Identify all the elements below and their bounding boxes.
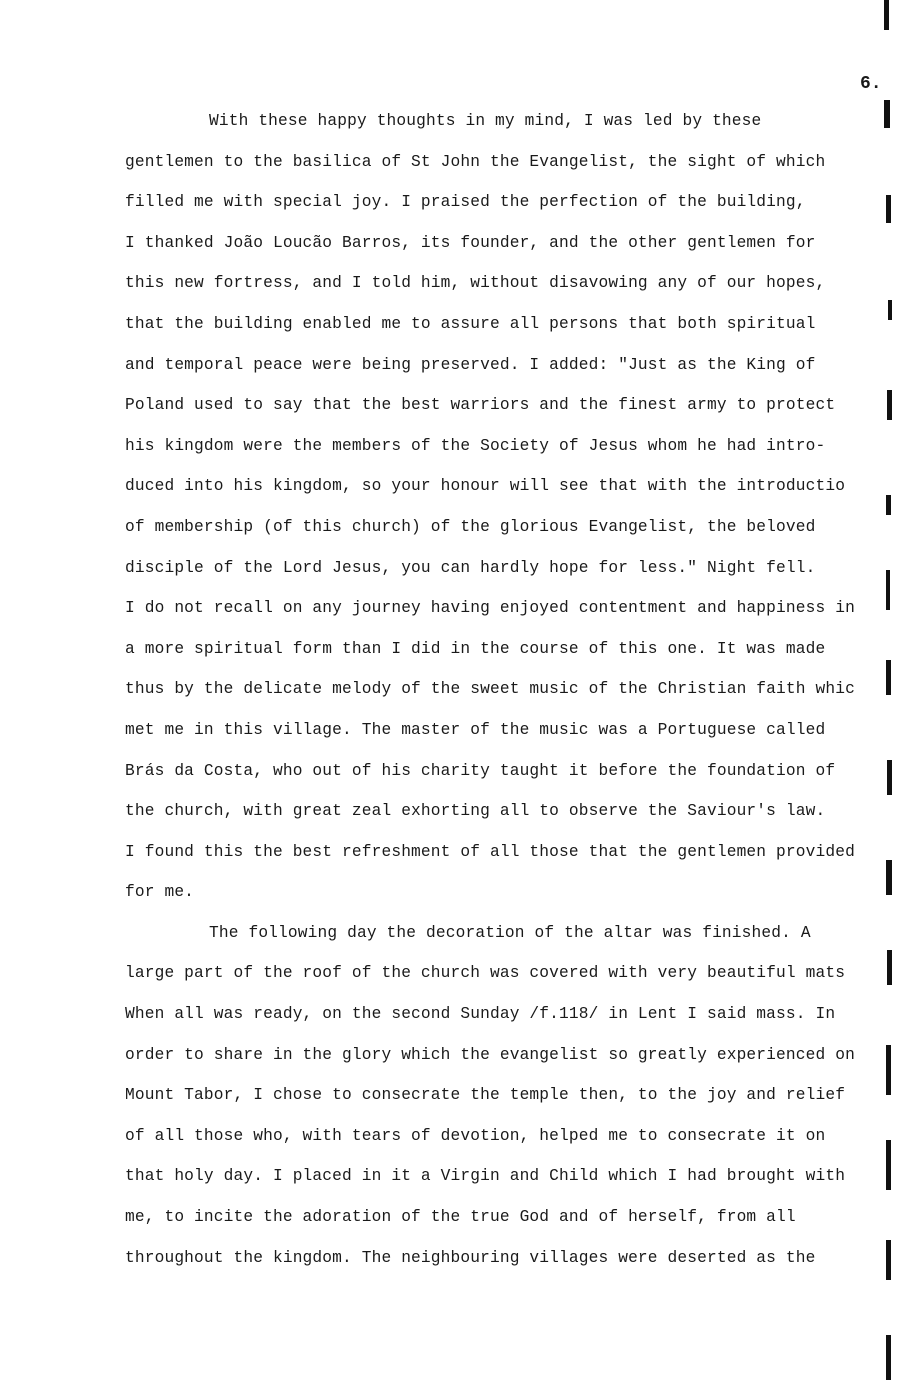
text-line: I thanked João Loucão Barros, its founder, and the other gentlemen for <box>125 233 816 252</box>
binding-mark <box>888 300 892 320</box>
text-line: thus by the delicate melody of the sweet music of the Christian faith whic <box>125 680 855 699</box>
text-line: I do not recall on any journey having enjoyed contentment and happiness in <box>125 599 855 618</box>
text-line: Poland used to say that the best warriors and the finest army to protect <box>125 396 836 415</box>
text-line: met me in this village. The master of the music was a Portuguese called <box>125 720 826 739</box>
text-line: Mount Tabor, I chose to consecrate the temple then, to the joy and relief <box>125 1086 846 1105</box>
text-line: me, to incite the adoration of the true God and of herself, from all <box>125 1208 796 1227</box>
text-line: this new fortress, and I told him, without disavowing any of our hopes, <box>125 274 826 293</box>
text-line: duced into his kingdom, so your honour will see that with the introductio <box>125 477 846 496</box>
text-line: I found this the best refreshment of all those that the gentlemen provided <box>125 842 855 861</box>
text-line: the church, with great zeal exhorting all to observe the Saviour's law. <box>125 802 826 821</box>
text-line: throughout the kingdom. The neighbouring villages were deserted as the <box>125 1248 816 1267</box>
text-line: and temporal peace were being preserved. I added: "Just as the King of <box>125 355 816 374</box>
binding-mark <box>887 950 892 985</box>
text-line: his kingdom were the members of the Society of Jesus whom he had intro- <box>125 436 826 455</box>
text-line: filled me with special joy. I praised the perfection of the building, <box>125 193 806 212</box>
text-line: order to share in the glory which the evangelist so greatly experienced on <box>125 1045 855 1064</box>
text-line: gentlemen to the basilica of St John the Evangelist, the sight of which <box>125 152 826 171</box>
binding-mark <box>887 390 892 420</box>
body-text <box>125 101 885 1278</box>
text-line: Brás da Costa, who out of his charity taught it before the foundation of <box>125 761 836 780</box>
text-line: disciple of the Lord Jesus, you can hardly hope for less." Night fell. <box>125 558 816 577</box>
binding-mark <box>886 195 891 223</box>
text-line: that holy day. I placed in it a Virgin and Child which I had brought with <box>125 1167 846 1186</box>
binding-mark <box>884 0 889 30</box>
binding-mark <box>886 660 891 695</box>
binding-mark <box>886 860 892 895</box>
binding-mark <box>884 100 890 128</box>
binding-mark <box>886 1335 891 1380</box>
text-line: The following day the decoration of the altar was finished. A <box>209 923 811 942</box>
text-line: large part of the roof of the church was covered with very beautiful mats <box>125 964 846 983</box>
text-line: for me. <box>125 883 195 902</box>
text-line: With these happy thoughts in my mind, I was led by these <box>209 112 762 130</box>
binding-mark <box>886 1045 891 1095</box>
text-line: a more spiritual form than I did in the course of this one. It was made <box>125 639 826 658</box>
binding-mark <box>887 760 892 795</box>
text-line: that the building enabled me to assure all persons that both spiritual <box>125 314 816 333</box>
binding-mark <box>886 1240 891 1280</box>
binding-mark <box>886 570 890 610</box>
page-number: 6. <box>860 74 882 94</box>
text-line: When all was ready, on the second Sunday /f.118/ in Lent I said mass. In <box>125 1005 836 1024</box>
text-line: of all those who, with tears of devotion, helped me to consecrate it on <box>125 1126 826 1145</box>
binding-mark <box>886 1140 891 1190</box>
text-line: of membership (of this church) of the glorious Evangelist, the beloved <box>125 517 816 536</box>
binding-mark <box>886 495 891 515</box>
